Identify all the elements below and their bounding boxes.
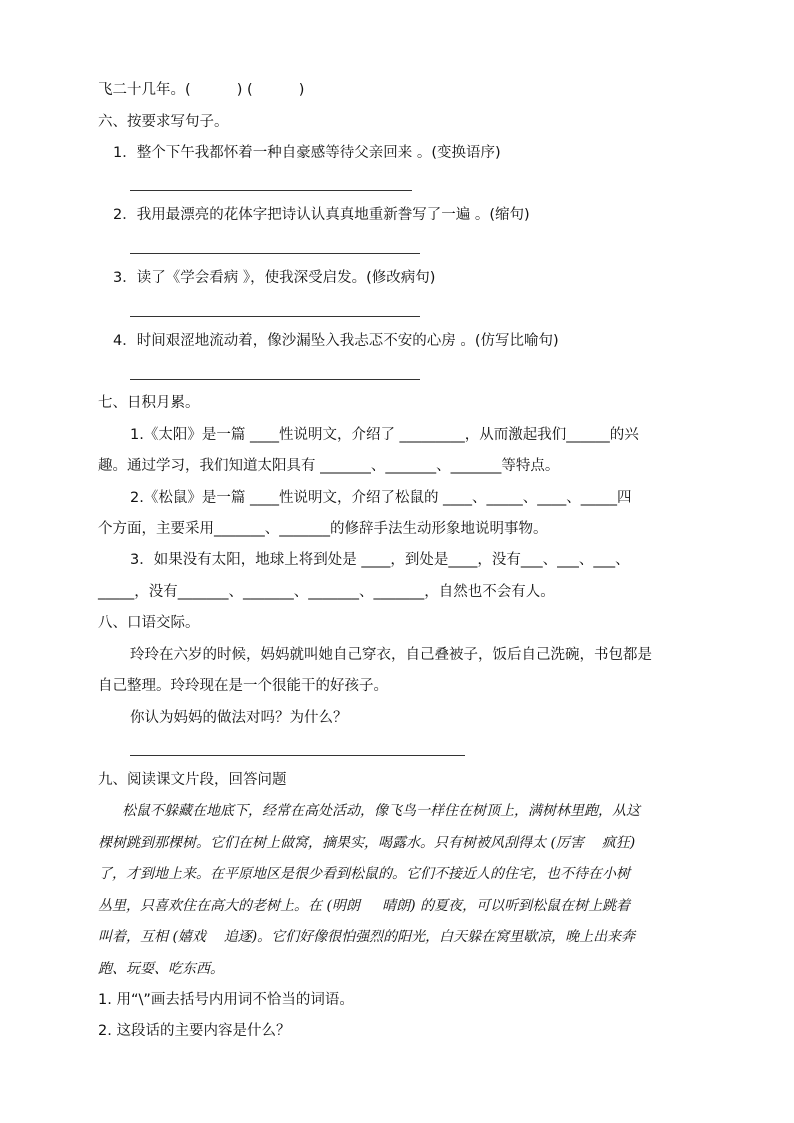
s6-question-3: 3．读了《学会看病 》，使我深受启发。(修改病句): [113, 270, 436, 286]
s8-paragraph-2: 自己整理。玲玲现在是一个很能干的好孩子。: [98, 678, 388, 694]
answer-line[interactable]: [130, 755, 465, 756]
section-9-title: 九、阅读课文片段，回答问题: [98, 772, 287, 788]
s7-question-2b: 个方面，主要采用_______、_______的修辞手法生动形象地说明事物。: [98, 521, 548, 537]
answer-line[interactable]: [130, 253, 420, 254]
s6-question-2: 2．我用最漂亮的花体字把诗认认真真地重新誊写了一遍 。(缩句): [113, 207, 530, 223]
answer-line[interactable]: [130, 379, 420, 380]
s9-question-2: 2. 这段话的主要内容是什么？: [98, 1023, 291, 1039]
reading-line-2: 棵树跳到那棵树。它们在树上做窝，摘果实，喝露水。只有树被风刮得太 (厉害 疯狂): [98, 835, 636, 851]
section-6-title: 六、按要求写句子。: [98, 114, 229, 130]
reading-line-3: 了，才到地上来。在平原地区是很少看到松鼠的。它们不接近人的住宅，也不待在小树: [98, 866, 630, 882]
continued-text: 飞二十几年。( ) ( ): [98, 82, 305, 98]
answer-line[interactable]: [130, 190, 412, 191]
reading-line-1: 松鼠不躲藏在地底下，经常在高处活动，像飞鸟一样住在树顶上，满树林里跑，从这: [122, 803, 640, 819]
s7-question-1b: 趣。通过学习，我们知道太阳具有 _______、_______、_______等特点。: [98, 458, 560, 474]
s7-question-3a: 3．如果没有太阳，地球上将到处是 ____，到处是____，没有___、___、___、: [130, 552, 630, 568]
section-7-title: 七、日积月累。: [98, 395, 200, 411]
s7-question-1a: 1.《太阳》是一篇 ____性说明文，介绍了 _________，从而激起我们______的兴: [130, 427, 639, 443]
s6-question-4: 4．时间艰涩地流动着，像沙漏坠入我忐忑不安的心房 。(仿写比喻句): [113, 333, 559, 349]
reading-line-6: 跑、玩耍、吃东西。: [98, 961, 224, 977]
answer-line[interactable]: [130, 316, 420, 317]
s6-question-1: 1．整个下午我都怀着一种自豪感等待父亲回来 。(变换语序): [113, 145, 501, 161]
section-8-title: 八、口语交际。: [98, 615, 200, 631]
s7-question-3b: _____，没有_______、_______、_______、_______，自然也不会有人。: [98, 584, 555, 600]
s9-question-1: 1. 用“\”画去括号内用词不恰当的词语。: [98, 992, 354, 1008]
s8-paragraph-1: 玲玲在六岁的时候，妈妈就叫她自己穿衣，自己叠被子，饭后自己洗碗，书包都是: [130, 647, 652, 663]
reading-line-4: 丛里，只喜欢住在高大的老树上。在 (明朗 晴朗) 的夏夜，可以听到松鼠在树上跳着: [98, 898, 631, 914]
reading-line-5: 叫着，互相 (嬉戏 追逐)。它们好像很怕强烈的阳光，白天躲在窝里歇凉，晚上出来奔: [98, 929, 636, 945]
s8-question: 你认为妈妈的做法对吗？为什么？: [130, 710, 348, 726]
s7-question-2a: 2.《松鼠》是一篇 ____性说明文，介绍了松鼠的 ____、_____、____、_____四: [130, 490, 632, 506]
